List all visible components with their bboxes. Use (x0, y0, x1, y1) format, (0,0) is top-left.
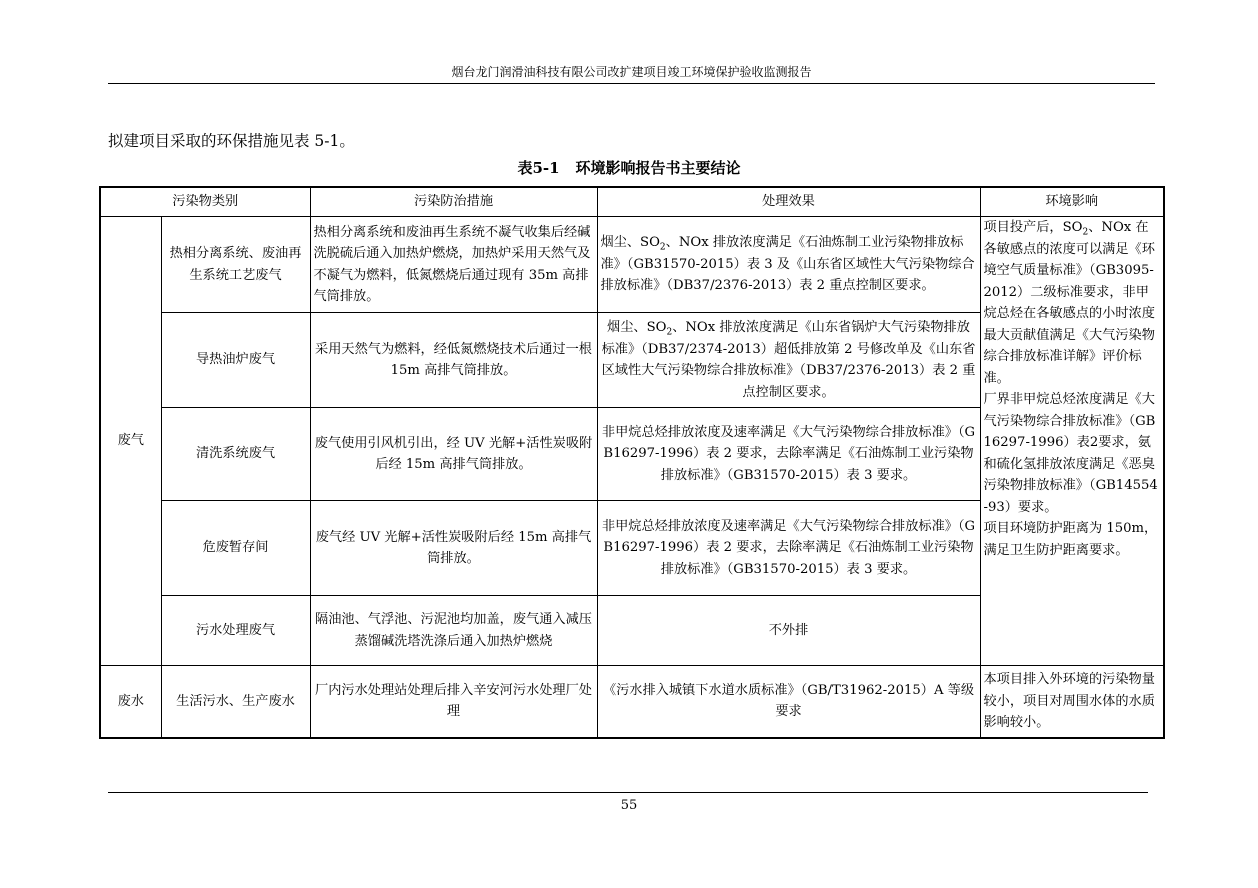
group-air: 废气 (100, 217, 161, 666)
table-row (100, 666, 1164, 738)
table-header-row (100, 187, 1164, 217)
row-source: 生活污水、生产废水 (161, 666, 310, 738)
page-number: 55 (620, 798, 638, 813)
row-effect: 烟尘、$SO_2$、NOx 排放浓度满足《石油炼制工业污染物排放标准》（GB31570-2015）表 3 及《山东省区域性大气污染物综合排放标准》（DB37/2376-2013）表 2 重点控制区要求。 (597, 217, 980, 313)
row-effect: 《污水排入城镇下水道水质标准》（GB/T31962-2015）A 等级要求 (597, 666, 980, 738)
row-source: 清洗系统废气 (161, 408, 310, 501)
header-rule (108, 83, 1155, 84)
row-measures: 隔油池、气浮池、污泥池均加盖，废气通入减压蒸馏碱洗塔洗涤后通入加热炉燃烧 (310, 596, 597, 666)
table-number: 表5-1 (517, 159, 560, 177)
header-impact: 环境影响 (980, 187, 1164, 217)
table-title: 环境影响报告书主要结论 (575, 159, 741, 177)
table-caption (0, 158, 1258, 178)
row-measures: 厂内污水处理站处理后排入辛安河污水处理厂处理 (310, 666, 597, 738)
row-effect: 非甲烷总烃排放浓度及速率满足《大气污染物综合排放标准》（GB16297-1996）表 2 要求，去除率满足《石油炼制工业污染物排放标准》（GB31570-2015）表 3 要求。 (597, 408, 980, 501)
impact-air-p2: 厂界非甲烷总烃浓度满足《大气污染物综合排放标准》（GB16297-1996）表2要求，氨和硫化氢排放浓度满足《恶臭污染物排放标准》（GB14554-93）要求。 (983, 392, 1158, 515)
group-water: 废水 (100, 666, 161, 738)
row-measures: 废气经 UV 光解+活性炭吸附后经 15m 高排气筒排放。 (310, 501, 597, 596)
row-source: 污水处理废气 (161, 596, 310, 666)
row-measures: 废气使用引风机引出，经 UV 光解+活性炭吸附后经 15m 高排气筒排放。 (310, 408, 597, 501)
table-row (100, 217, 1164, 313)
impact-air-p1: 项目投产后，$SO_2$、NOx 在各敏感点的浓度可以满足《环境空气质量标准》（GB3095-2012）二级标准要求，非甲烷总烃在各敏感点的小时浓度最大贡献值满足《大气污染物综合排放标准详解》评价标准。 (983, 220, 1155, 386)
intro-text: 拟建项目采取的环保措施见表 5-1。 (108, 132, 355, 150)
impact-air (980, 217, 1164, 666)
row-source: 热相分离系统、废油再生系统工艺废气 (161, 217, 310, 313)
header-measures: 污染防治措施 (310, 187, 597, 217)
row-measures: 采用天然气为燃料，经低氮燃烧技术后通过一根 15m 高排气筒排放。 (310, 313, 597, 408)
footer-rule (108, 792, 1148, 793)
conclusions-table (99, 186, 1165, 739)
row-source: 导热油炉废气 (161, 313, 310, 408)
row-effect: 非甲烷总烃排放浓度及速率满足《大气污染物综合排放标准》（GB16297-1996）表 2 要求，去除率满足《石油炼制工业污染物排放标准》（GB31570-2015）表 3 要求。 (597, 501, 980, 596)
row-source: 危废暂存间 (161, 501, 310, 596)
header-effect: 处理效果 (597, 187, 980, 217)
row-effect: 烟尘、$SO_2$、NOx 排放浓度满足《山东省锅炉大气污染物排放标准》（DB37/2374-2013）超低排放第 2 号修改单及《山东省区域性大气污染物综合排放标准》（DB37/2376-2013）表 2 重点控制区要求。 (597, 313, 980, 408)
row-effect: 不外排 (597, 596, 980, 666)
page-header: 烟台龙门润滑油科技有限公司改扩建项目竣工环境保护验收监测报告 (451, 65, 812, 79)
row-measures: 热相分离系统和废油再生系统不凝气收集后经碱洗脱硫后通入加热炉燃烧，加热炉采用天然气及不凝气为燃料，低氮燃烧后通过现有 35m 高排气筒排放。 (310, 217, 597, 313)
impact-water: 本项目排入外环境的污染物量较小，项目对周围水体的水质影响较小。 (980, 666, 1164, 738)
header-category: 污染物类别 (100, 187, 310, 217)
impact-air-p3: 项目环境防护距离为 150m，满足卫生防护距离要求。 (983, 521, 1158, 558)
